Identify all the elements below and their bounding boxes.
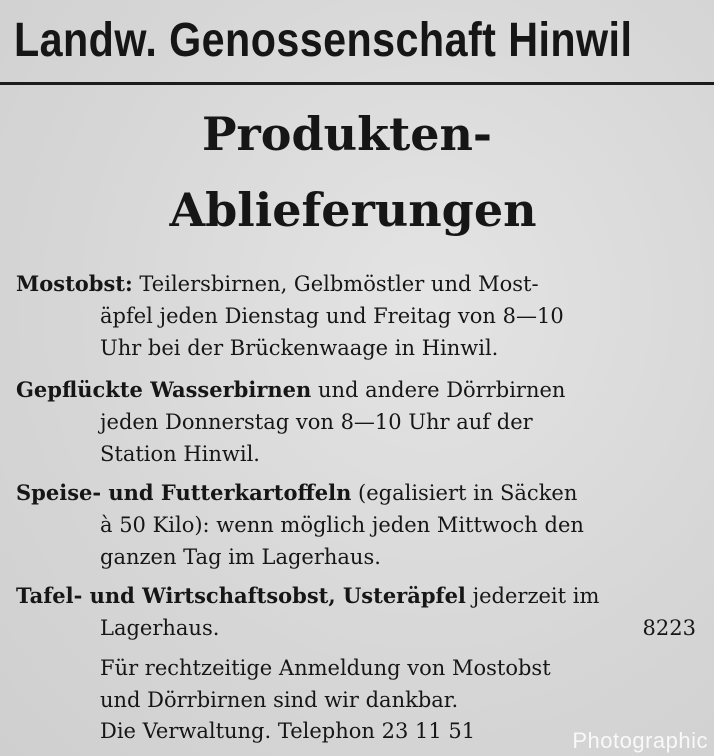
item-kartoffeln [16,477,696,573]
headline-line-1: Produkten- [201,107,493,161]
closing-note [100,652,696,716]
item-text: jederzeit im [465,584,600,608]
item-lead: Speise- und Futterkartoffeln [16,480,352,505]
watermark: Photographic [572,728,708,753]
header-divider [0,82,714,85]
item-text: Uhr bei der Brückenwaage in Hinwil. [100,336,499,360]
item-tafelobst [16,580,696,644]
item-lead: Tafel- und Wirtschaftsobst, Usteräpfel [16,583,466,608]
signature-line: Die Verwaltung. Telephon 23 11 51 [100,719,476,743]
item-text: und andere Dörrbirnen [311,378,566,402]
ad-number: 8223 [642,616,696,640]
item-wasserbirnen [16,374,696,470]
item-text: Teilersbirnen, Gelbmöstler und Most- [132,272,539,296]
item-text: Station Hinwil. [100,442,260,466]
item-text: à 50 Kilo): wenn möglich jeden Mittwoch den [100,513,584,537]
item-text: äpfel jeden Dienstag und Freitag von 8—10 [100,304,564,328]
item-lead: Mostobst: [16,271,133,296]
closing-line: Für rechtzeitige Anmeldung von Mostobst [100,656,551,680]
item-lead: Gepflückte Wasserbirnen [16,377,312,402]
closing-line: und Dörrbirnen sind wir dankbar. [100,688,459,712]
cooperative-name: Landw. Genossenschaft Hinwil [14,14,633,67]
item-mostobst [16,268,696,364]
item-text: jeden Donnerstag von 8—10 Uhr auf der [100,410,533,434]
item-text: ganzen Tag im Lagerhaus. [100,545,381,569]
headline-line-2: Ablieferungen [169,183,537,237]
item-text: Lagerhaus. [100,616,220,640]
item-text: (egalisiert in Säcken [351,481,578,505]
